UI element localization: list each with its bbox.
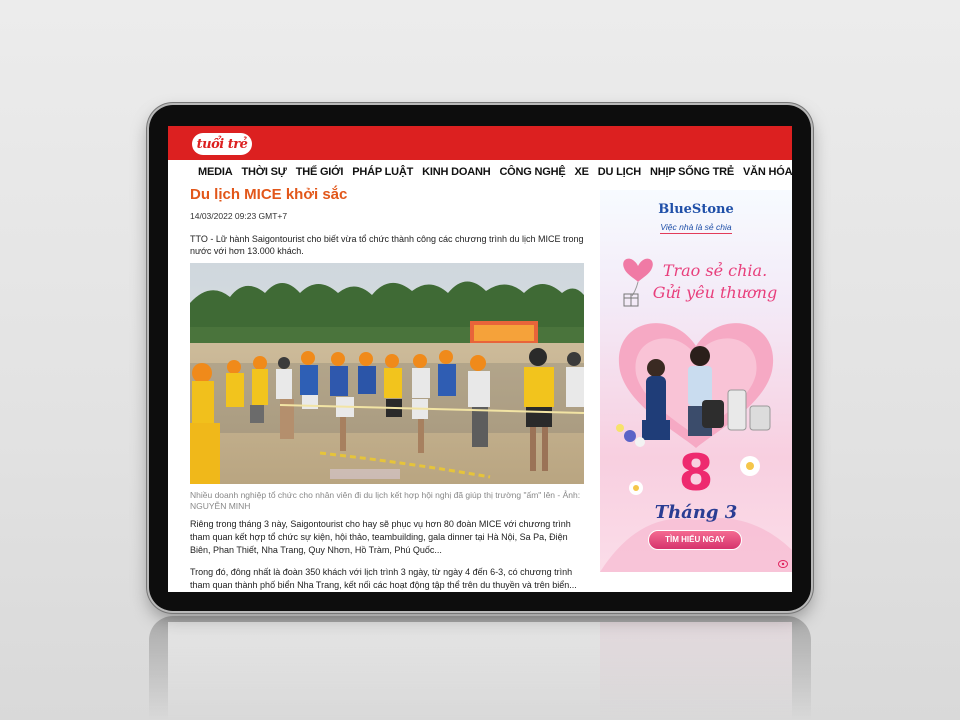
article-title: Du lịch MICE khởi sắc <box>190 186 348 203</box>
browser-screen <box>168 126 792 592</box>
ad-brand <box>600 202 792 235</box>
nav-item-du-lich[interactable]: DU LỊCH <box>597 166 641 178</box>
article-paragraph: Riêng trong tháng 3 này, Saigontourist cho hay sẽ phục vụ hơn 80 đoàn MICE với chương trình tham quan kết hợp tổ chức sự kiện, hội thảo, teambuilding, gala dinner tại Hà Nội, Sa Pa, Điện Biên, Phan Thiết, Nha Trang, Quy Nhơn, Hồ Tràm, Phú Quốc... <box>190 519 571 555</box>
ad-headline-line2: Gửi yêu thương <box>652 283 778 302</box>
tablet-reflection <box>149 616 811 720</box>
ad-brand-tagline: Việc nhà là sẻ chia <box>660 222 732 232</box>
ad-brand-name: BlueStone <box>658 202 734 217</box>
nav-item-van-hoa[interactable]: VĂN HÓA <box>742 166 792 178</box>
ad-month-label: Tháng 3 <box>654 502 738 523</box>
sidebar-ad[interactable] <box>600 190 792 572</box>
main-nav <box>192 160 792 184</box>
nav-item-the-gioi[interactable]: THẾ GIỚI <box>295 166 344 178</box>
article-paragraph: Trong đó, đông nhất là đoàn 350 khách với lịch trình 3 ngày, từ ngày 4 đến 6-3, có chương trình tham quan thành phố biển Nha Trang, kết nối các hoạt động tập thể trên du thuyền và trên biển... <box>190 567 577 590</box>
reflection-screen <box>168 622 792 720</box>
nav-item-media[interactable]: MEDIA <box>198 166 233 178</box>
nav-item-kinh-doanh[interactable]: KINH DOANH <box>422 166 491 178</box>
nav-item-nhip-song-tre[interactable]: NHỊP SỐNG TRẺ <box>649 166 734 178</box>
nav-item-phap-luat[interactable]: PHÁP LUẬT <box>352 166 414 178</box>
nav-item-thoi-su[interactable]: THỜI SỰ <box>241 166 287 178</box>
image-caption: Nhiều doanh nghiệp tổ chức cho nhân viên đi du lịch kết hợp hội nghị đã giúp thị trường "ấm" lên - Ảnh: NGUYỄN MINH <box>190 490 581 511</box>
logo-text: tuổi trẻ <box>196 136 248 152</box>
site-header <box>168 126 792 160</box>
article-lead: TTO - Lữ hành Saigontourist cho biết vừa tổ chức thành công các chương trình du lịch MICE trong nước với hơn 13.000 khách. <box>190 234 584 256</box>
reflection-ad <box>600 622 792 720</box>
beach-teambuilding-photo <box>190 263 584 484</box>
ad-headline <box>640 260 790 304</box>
ad-headline-line1: Trao sẻ chia. <box>662 261 768 280</box>
nav-item-xe[interactable]: XE <box>574 166 589 178</box>
ad-close-icon[interactable] <box>778 560 788 568</box>
ad-big-number: 8 <box>678 444 714 502</box>
ad-cta-button[interactable]: TÌM HIỂU NGAY <box>648 530 742 550</box>
couple-appliances-illustration <box>600 316 792 452</box>
article <box>190 184 586 592</box>
nav-item-cong-nghe[interactable]: CÔNG NGHỆ <box>499 166 566 178</box>
article-photo[interactable] <box>190 263 584 484</box>
article-date: 14/03/2022 09:23 GMT+7 <box>190 211 288 221</box>
site-logo[interactable] <box>192 133 252 155</box>
